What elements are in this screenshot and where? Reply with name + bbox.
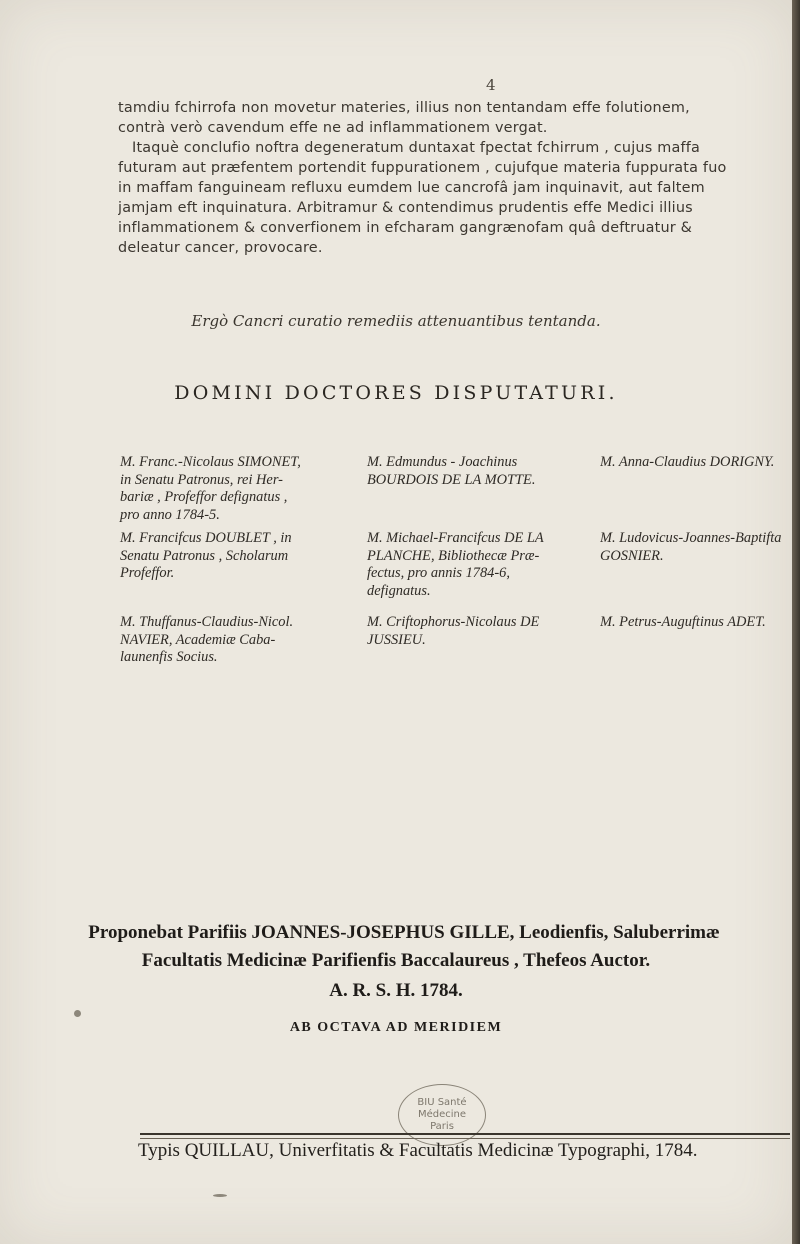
paragraph-line: tamdiu fchirrofa non movetur materies, illius non tentandam effe folutionem,	[118, 100, 690, 116]
imprint-line-2: Facultatis Medicinæ Parifienfis Baccalaureus , Thefeos Auctor.	[141, 950, 651, 971]
doctor-line: launenfis Socius.	[120, 649, 218, 665]
doctor-entry	[600, 614, 790, 632]
stamp-line: Paris	[430, 1121, 454, 1132]
book-spine-edge	[792, 0, 800, 1244]
stamp-line: Médecine	[417, 1109, 467, 1120]
imprint-date: A. R. S. H. 1784.	[329, 980, 463, 1001]
doctor-entry	[120, 614, 293, 667]
footer-rule	[140, 1133, 790, 1135]
doctor-line: M. Francifcus DOUBLET , in	[120, 530, 292, 546]
doctor-entry	[120, 454, 301, 524]
ink-spot	[74, 1010, 81, 1017]
doctor-line: M. Edmundus - Joachinus	[367, 454, 518, 470]
doctor-line: fectus, pro annis 1784-6,	[367, 565, 510, 581]
doctor-entry	[367, 454, 535, 489]
doctor-line: M. Ludovicus-Joannes-Baptifta	[600, 530, 782, 546]
paragraph-line: contrà verò cavendum effe ne ad inflammationem vergat.	[118, 120, 548, 136]
stamp-line: BIU Santé	[417, 1097, 467, 1108]
paragraph-line: in maffam fanguineam refluxu eumdem lue cancrofâ jam inquinavit, aut faltem	[118, 180, 705, 196]
doctor-line: bariæ , Profeffor defignatus ,	[120, 489, 288, 505]
section-heading: DOMINI DOCTORES DISPUTATURI.	[174, 382, 618, 404]
paragraph-line: inflammationem & converfionem in efcharam gangrænofam quâ deftruatur &	[118, 220, 693, 236]
doctor-line: M. Thuffanus-Claudius-Nicol.	[120, 614, 294, 630]
doctor-line: M. Michael-Francifcus DE LA	[367, 530, 544, 546]
imprint-hours: AB OCTAVA AD MERIDIEM	[289, 1020, 503, 1035]
doctor-line: NAVIER, Academiæ Caba-	[120, 631, 276, 648]
doctor-entry	[120, 530, 292, 583]
page-number: 4	[486, 76, 496, 94]
doctor-line: JUSSIEU.	[367, 631, 426, 648]
paragraph-line: Itaquè conclufio noftra degeneratum duntaxat fpectat fchirrum , cujus maffa	[132, 140, 701, 156]
doctor-line: pro anno 1784-5.	[120, 506, 220, 523]
paragraph-line: deleatur cancer, provocare.	[118, 240, 323, 256]
doctor-entry	[367, 530, 544, 600]
doctor-line: M. Anna-Claudius DORIGNY.	[600, 454, 775, 470]
ink-spot	[213, 1194, 227, 1197]
doctor-line: Profeffor.	[120, 565, 175, 581]
doctor-line: GOSNIER.	[600, 547, 664, 564]
doctor-line: M. Criftophorus-Nicolaus DE	[367, 614, 540, 630]
doctor-line: in Senatu Patronus, rei Her-	[120, 471, 283, 488]
footer-rule-thin	[140, 1138, 790, 1139]
doctor-line: BOURDOIS DE LA MOTTE.	[367, 471, 536, 488]
doctor-line: defignatus.	[367, 582, 431, 599]
doctor-entry	[600, 454, 790, 472]
doctor-line: PLANCHE, Bibliothecæ Præ-	[367, 547, 540, 564]
library-stamp	[398, 1084, 486, 1146]
paragraph-line: futuram aut præfentem portendit fuppurationem , cujufque materia fuppurata fuo	[118, 160, 727, 176]
doctor-entry	[367, 614, 539, 649]
doctor-line: M. Franc.-Nicolaus SIMONET,	[120, 454, 301, 470]
doctor-entry	[600, 530, 790, 565]
conclusion-line: Ergò Cancri curatio remediis attenuantibus tentanda.	[191, 312, 601, 330]
printer-line: Typis QUILLAU, Univerfitatis & Facultatis Medicinæ Typographi, 1784.	[138, 1140, 698, 1161]
imprint-line-1: Proponebat Parifiis JOANNES-JOSEPHUS GILLE, Leodienfis, Saluberrimæ	[88, 922, 720, 943]
body-paragraph	[118, 98, 788, 258]
paragraph-line: jamjam eft inquinatura. Arbitramur & contendimus prudentis effe Medici illius	[118, 200, 693, 216]
doctor-line: M. Petrus-Auguftinus ADET.	[600, 614, 766, 630]
doctor-line: Senatu Patronus , Scholarum	[120, 547, 289, 564]
